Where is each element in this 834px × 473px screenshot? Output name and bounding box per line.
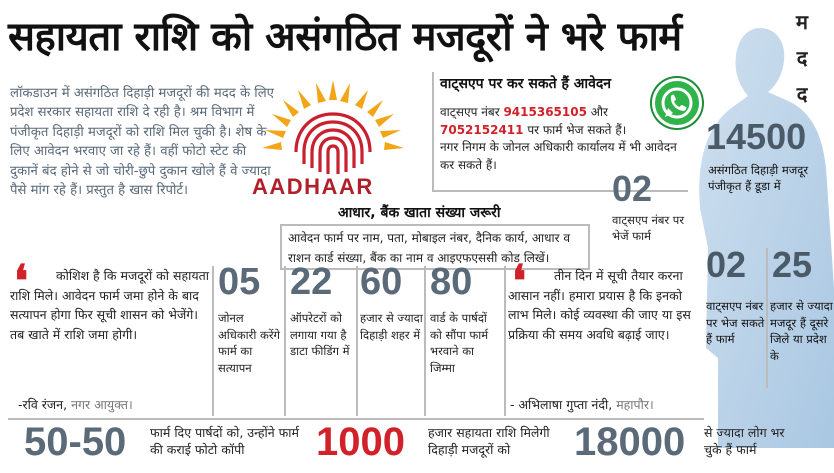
aadhaar-info-box: आवेदन फार्म पर नाम, पता, मोबाइल नंबर, दैनिक कार्य, आधार व राशन कार्ड संख्या, बैंक का नाम व आइएफएससी कोड लिखें।: [280, 224, 590, 270]
stat-whatsapp-numbers-text: वाट्सएप नंबर पर भेजें फार्म: [612, 213, 685, 243]
divider: [212, 266, 214, 416]
divider: [356, 266, 358, 416]
page-headline: सहायता राशि को असंगठित मजदूरों ने भरे फार्म: [8, 14, 682, 60]
stat-ward-councillors-value: 80: [430, 261, 473, 303]
quote-author-role: नगर आयुक्त।: [67, 397, 133, 412]
whatsapp-line1-suffix: और: [586, 105, 608, 119]
stat-zonal-officers-text: जोनल अधिकारी करेंगे फार्म का सत्यापन: [218, 311, 280, 375]
vertical-label-char: द: [796, 46, 808, 70]
quote-commissioner-text: कोशिश है कि मजदूरों को सहायता राशि मिले। आवेदन फार्म जमा होने के बाद सत्यापन होगा फिर सूची शासन को भेजेंगे। तब खाते में राशि जमा होगी।: [10, 268, 209, 342]
stat-operators-value: 22: [290, 261, 333, 303]
stat-daily-wagers-text: हजार से ज्यादा दिहाड़ी शहर में: [360, 311, 423, 342]
stat-zonal-officers-value: 05: [218, 261, 261, 303]
stat-whatsapp-numbers-value: 02: [612, 168, 653, 209]
stat-daily-wagers-value: 60: [360, 261, 403, 303]
quote-mayor-text: तीन दिन में सूची तैयार करना आसान नहीं। हमारा प्रयास है कि इनको लाभ मिले। कोई व्यवस्था की जाए या इस प्रक्रिया की समय अवधि बढ़ाई जाए।: [508, 268, 691, 342]
whatsapp-body: [440, 104, 686, 174]
whatsapp-line3: नगर निगम के जोनल अधिकारी कार्यालय में भी आवेदन कर सकते हैं।: [440, 140, 677, 172]
quote-commissioner-author: [18, 396, 218, 413]
footer-stat-filled-text: से ज्यादा लोग भर चुके हैं फार्म: [704, 425, 785, 457]
aadhaar-info-heading: आधार, बैंक खाता संख्या जरूरी: [338, 205, 501, 221]
whatsapp-number-1: 9415365105: [503, 105, 587, 119]
quote-author-name: - अभिलाषा गुप्ता नंदी,: [510, 397, 613, 412]
stat-outside-workers-text: हजार से ज्यादा मजदूर हैं दूसरे जिले या प्रदेश के: [770, 299, 833, 363]
quote-mark-icon: ❛: [14, 256, 29, 307]
stat-whatsapp-form-value: 02: [706, 244, 747, 285]
quote-mark-icon: ❛: [512, 256, 527, 307]
divider: [504, 266, 506, 416]
quote-author-role: महापौर।: [612, 397, 654, 412]
footer-stat-filled-value: 18000: [574, 420, 686, 464]
quote-author-name: -रवि रंजन,: [18, 397, 68, 412]
stat-registered-workers-text: असंगठित दिहाड़ी मजदूर पंजीकृत हैं डूडा में: [708, 163, 809, 193]
footer-stat-forms-value: 50-50: [24, 420, 127, 464]
stat-whatsapp-form-text: वाट्सएप नंबर पर भेज सकते हैं फार्म: [706, 299, 765, 346]
whatsapp-line2-suffix: पर फार्म भेज सकते हैं।: [523, 122, 627, 137]
stat-outside-workers-value: 25: [772, 244, 813, 285]
aadhaar-logo-text: AADHAAR: [252, 174, 374, 199]
footer-stat-amount-value: 1000: [316, 420, 405, 464]
vertical-label-char: म: [796, 10, 808, 34]
divider: [424, 266, 426, 416]
whatsapp-line1-prefix: वाट्सएप नंबर: [440, 105, 504, 119]
vertical-label: [782, 4, 822, 112]
lead-paragraph: लॉकडाउन में असंगठित दिहाड़ी मजदूरों की मदद के लिए प्रदेश सरकार सहायता राशि दे रही है। श्रम विभाग में पंजीकृत दिहाड़ी मजदूरों को राशि मिल चुकी है। शेष के लिए आवेदन भरवाए जा रहे हैं। वहीं फोटो स्टेट की दुकानें बंद होने से जो चोरी-छुपे दुकान खोले हैं वे ज्यादा पैसे मांग रहे हैं। प्रस्तुत है खास रिपोर्ट।: [10, 86, 274, 199]
footer-stat-forms-text: फार्म दिए पार्षदों को, उन्होंने फार्म की कराई फोटो कॉपी: [150, 425, 300, 457]
stat-operators-text: ऑपरेटरों को लगाया गया है डाटा फीडिंग में: [290, 311, 350, 358]
quote-mayor-author: [510, 396, 710, 413]
whatsapp-number-2: 7052152411: [440, 122, 524, 137]
divider: [284, 266, 286, 416]
whatsapp-heading: वाट्सएप पर कर सकते हैं आवेदन: [440, 76, 612, 92]
stat-ward-councillors-text: वार्ड के पार्षदों को सौंपा फार्म भरवाने का जिम्मा: [430, 311, 489, 375]
stat-registered-workers-value: 14500: [706, 116, 807, 157]
vertical-label-char: द: [796, 82, 808, 106]
footer-stat-amount-text: हजार सहायता राशि मिलेगी दिहाड़ी मजदूरों को: [428, 425, 550, 457]
